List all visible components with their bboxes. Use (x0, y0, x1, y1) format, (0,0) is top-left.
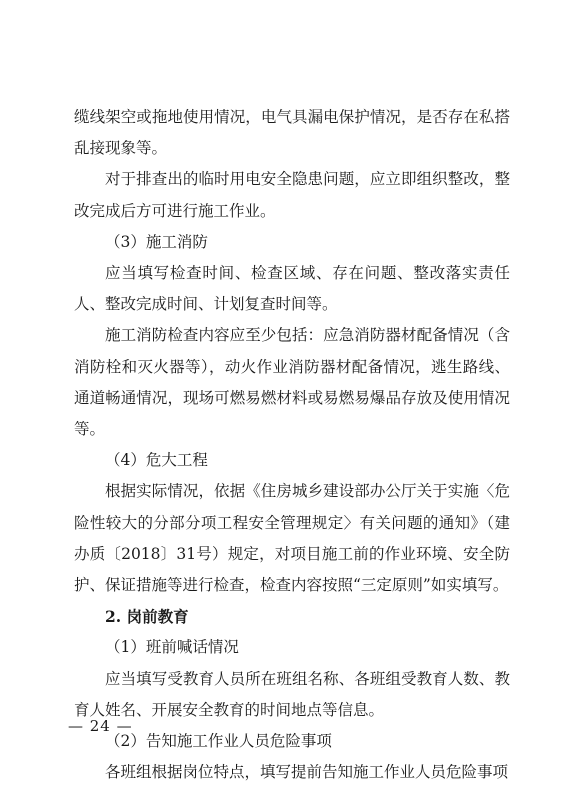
document-body (74, 102, 510, 788)
paragraph: 缆线架空或拖地使用情况，电气具漏电保护情况，是否存在私搭乱接现象等。 (74, 108, 510, 158)
paragraph: 对于排查出的临时用电安全隐患问题，应立即组织整改，整改完成后方可进行施工作业。 (74, 170, 510, 220)
paragraph: 应当填写检查时间、检查区域、存在问题、整改落实责任人、整改完成时间、计划复查时间等。 (74, 264, 510, 314)
paragraph: 施工消防检查内容应至少包括：应急消防器材配备情况（含消防栓和灭火器等），动火作业消防器材配备情况，逃生路线、通道畅通情况，现场可燃易燃材料或易燃易爆品存放及使用情况等。 (74, 326, 510, 439)
page-number: — 24 — (68, 717, 133, 735)
paragraph: 应当填写受教育人员所在班组名称、各班组受教育人数、教育人姓名、开展安全教育的时间地点等信息。 (74, 669, 510, 719)
section-heading: （2）告知施工作业人员危险事项 (105, 732, 332, 751)
chapter-heading: 2. 岗前教育 (105, 607, 189, 627)
section-heading: （4）危大工程 (105, 451, 208, 470)
paragraph: 各班组根据岗位特点，填写提前告知施工作业人员危险事项 (105, 763, 509, 782)
paragraph: 根据实际情况，依据《住房城乡建设部办公厅关于实施〈危险性较大的分部分项工程安全管理规定〉有关问题的通知》（建办质〔2018〕31号）规定，对项目施工前的作业环境、安全防护、保证措施等进行检查，检查内容按照“三定原则”如实填写。 (74, 482, 510, 595)
section-heading: （3）施工消防 (105, 232, 208, 251)
section-heading: （1）班前喊话情况 (105, 638, 239, 657)
